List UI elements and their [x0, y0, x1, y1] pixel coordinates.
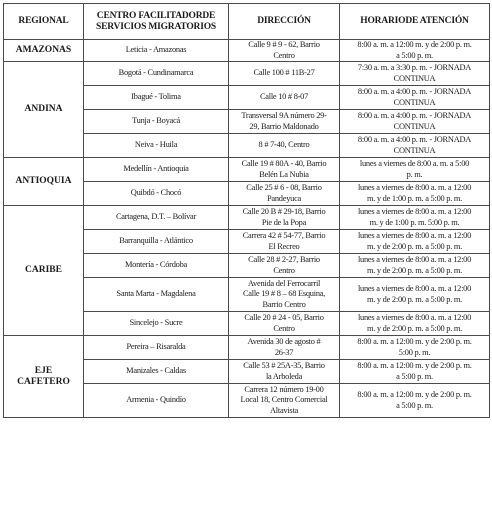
direccion-cell: Transversal 9A número 29- 29, Barrio Maldonado: [229, 110, 340, 134]
horario-cell: 8:00 a. m. a 12:00 m. y de 2:00 p. m. a 5:00 p. m.: [340, 40, 490, 62]
header-direccion: DIRECCIÓN: [229, 4, 340, 40]
centro-cell: Barranquilla - Atlántico: [84, 230, 229, 254]
direccion-cell: Calle 19 # 80A - 40, Barrio Belén La Nubia: [229, 158, 340, 182]
centro-cell: Sincelejo - Sucre: [84, 312, 229, 336]
horario-cell: 8:00 a. m. a 12:00 m. y de 2:00 p. m. a 5:00 p. m.: [340, 384, 490, 418]
direccion-cell: Avenida del Ferrocarril Calle 19 # 8 – 68 Esquina, Barrio Centro: [229, 278, 340, 312]
horario-cell: lunes a viernes de 8:00 a. m. a 12:00 m. y de 2:00 p. m. a 5:00 p. m.: [340, 312, 490, 336]
direccion-cell: 8 # 7-40, Centro: [229, 134, 340, 158]
direccion-cell: Calle 100 # 11B-27: [229, 62, 340, 86]
horario-cell: 8:00 a. m. a 4:00 p. m. - JORNADA CONTINUA: [340, 134, 490, 158]
direccion-cell: Calle 25 # 6 - 08, Barrio Pandeyuca: [229, 182, 340, 206]
direccion-cell: Calle 20 # 24 - 05, Barrio Centro: [229, 312, 340, 336]
direccion-cell: Avenida 30 de agosto # 26-37: [229, 336, 340, 360]
region-cell-eje-cafetero: EJE CAFETERO: [4, 336, 84, 418]
horario-cell: lunes a viernes de 8:00 a. m. a 5:00 p. m.: [340, 158, 490, 182]
horario-cell: lunes a viernes de 8:00 a. m. a 12:00 m. y de 2:00 p. m. a 5:00 p. m.: [340, 254, 490, 278]
table-row: [4, 40, 490, 62]
centro-cell: Ibagué - Tolima: [84, 86, 229, 110]
header-row: [4, 4, 490, 40]
horario-cell: 7:30 a. m. a 3:30 p. m. - JORNADA CONTINUA: [340, 62, 490, 86]
document-page: [3, 3, 489, 418]
header-horario: HORARIODE ATENCIÓN: [340, 4, 490, 40]
centro-cell: Neiva - Huila: [84, 134, 229, 158]
table-row: [4, 336, 490, 360]
region-cell-antioquia: ANTIOQUIA: [4, 158, 84, 206]
centro-cell: Quibdó - Chocó: [84, 182, 229, 206]
header-regional: REGIONAL: [4, 4, 84, 40]
horario-cell: lunes a viernes de 8:00 a. m. a 12:00 m. y de 2:00 p. m. a 5:00 p. m.: [340, 230, 490, 254]
horario-cell: 8:00 a. m. a 4:00 p. m. - JORNADA CONTINUA: [340, 86, 490, 110]
centro-cell: Armenia - Quindío: [84, 384, 229, 418]
direccion-cell: Carrera 12 número 19-00 Local 18, Centro Comercial Altavista: [229, 384, 340, 418]
horario-cell: 8:00 a. m. a 12:00 m. y de 2:00 p. m. 5:00 p. m.: [340, 336, 490, 360]
centro-cell: Bogotá - Cundinamarca: [84, 62, 229, 86]
horario-cell: 8:00 a. m. a 12:00 m. y de 2:00 p. m. a 5:00 p. m.: [340, 360, 490, 384]
horario-cell: 8:00 a. m. a 4:00 p. m. - JORNADA CONTINUA: [340, 110, 490, 134]
centro-cell: Pereira – Risaralda: [84, 336, 229, 360]
service-centers-table: [3, 3, 490, 418]
table-row: [4, 158, 490, 182]
table-row: [4, 206, 490, 230]
centro-cell: Tunja - Boyacá: [84, 110, 229, 134]
region-cell-amazonas: AMAZONAS: [4, 40, 84, 62]
header-centro: CENTRO FACILITADORDE SERVICIOS MIGRATORIOS: [84, 4, 229, 40]
region-cell-caribe: CARIBE: [4, 206, 84, 336]
direccion-cell: Calle 28 # 2-27, Barrio Centro: [229, 254, 340, 278]
region-cell-andina: ANDINA: [4, 62, 84, 158]
centro-cell: Santa Marta - Magdalena: [84, 278, 229, 312]
horario-cell: lunes a viernes de 8:00 a. m. a 12:00 m. y de 1:00 p. m. a 5:00 p. m.: [340, 182, 490, 206]
horario-cell: lunes a viernes de 8:00 a. m. a 12:00 m. y de 1:00 p. m. 5:00 p. m.: [340, 206, 490, 230]
horario-cell: lunes a viernes de 8:00 a. m. a 12:00 m. y de 2:00 p. m. a 5:00 p. m.: [340, 278, 490, 312]
direccion-cell: Calle 9 # 9 - 62, Barrio Centro: [229, 40, 340, 62]
direccion-cell: Calle 20 B # 29-18, Barrio Pie de la Popa: [229, 206, 340, 230]
centro-cell: Manizales - Caldas: [84, 360, 229, 384]
direccion-cell: Calle 53 # 25A-35, Barrio la Arboleda: [229, 360, 340, 384]
centro-cell: Leticia - Amazonas: [84, 40, 229, 62]
centro-cell: Medellín - Antioquia: [84, 158, 229, 182]
centro-cell: Montería - Córdoba: [84, 254, 229, 278]
direccion-cell: Carrera 42 # 54-77, Barrio El Recreo: [229, 230, 340, 254]
direccion-cell: Calle 10 # 8-07: [229, 86, 340, 110]
centro-cell: Cartagena, D.T. – Bolívar: [84, 206, 229, 230]
table-row: [4, 62, 490, 86]
